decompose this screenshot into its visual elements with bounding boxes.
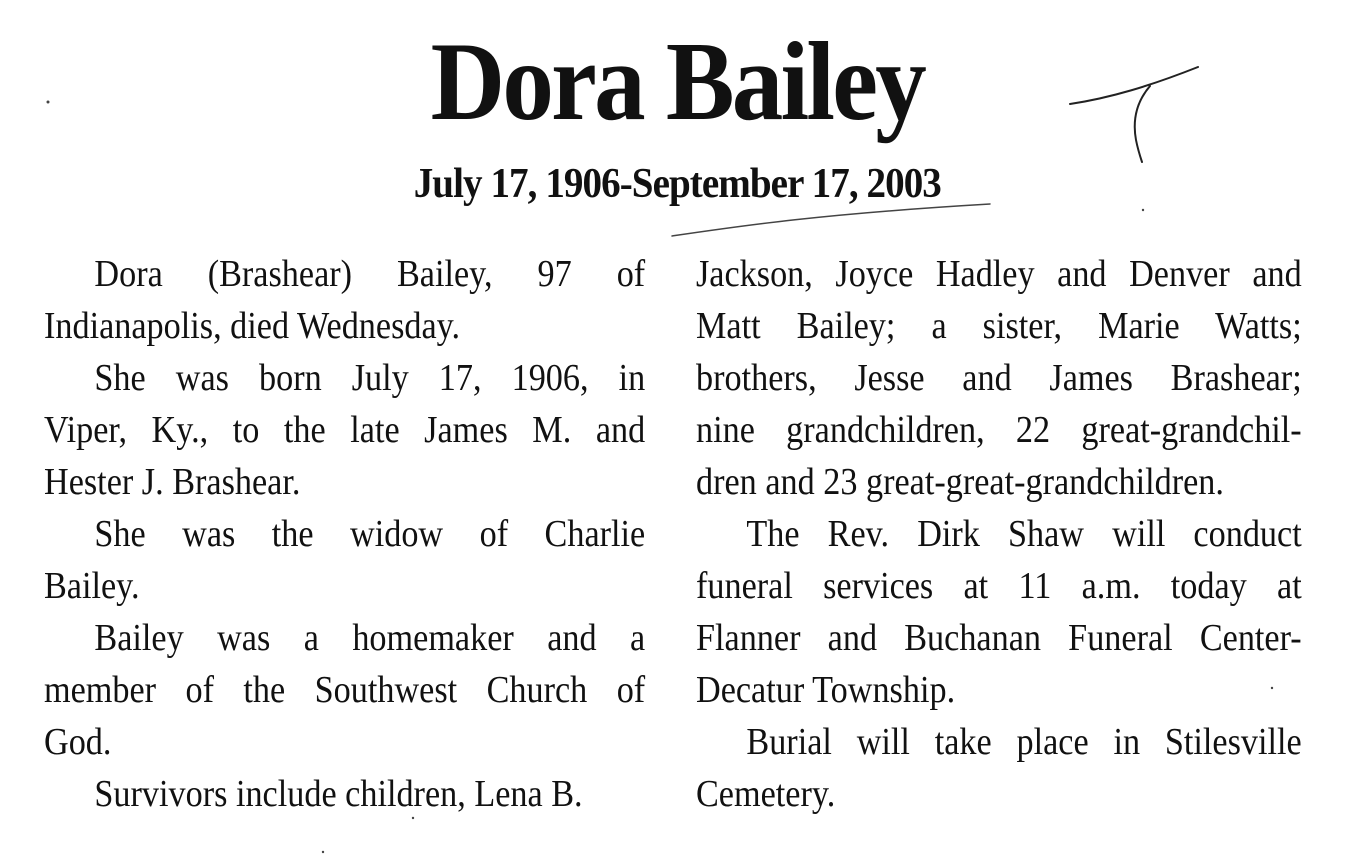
text-line: dren and 23 great-great-grandchildren. (696, 461, 1224, 503)
text-line: Dora (Brashear) Bailey, 97 of (94, 253, 646, 295)
text-line: Indianapolis, died Wednesday. (44, 305, 461, 347)
text-line: brothers, Jesse and James Brashear; (696, 357, 1302, 399)
text-line: Jackson, Joyce Hadley and Denver and (696, 253, 1302, 295)
life-dates: July 17, 1906-September 17, 2003 (413, 161, 941, 207)
text-line: member of the Southwest Church of (44, 669, 646, 711)
obituary-name-headline: Dora Bailey (430, 20, 925, 144)
left-column (44, 248, 645, 820)
text-line: nine grandchildren, 22 great-grandchil- (696, 409, 1302, 451)
text-line: She was born July 17, 1906, in (94, 357, 646, 399)
text-line: God. (44, 721, 112, 763)
text-line: funeral services at 11 a.m. today at (696, 565, 1302, 607)
text-line: Cemetery. (696, 773, 836, 815)
text-line: Burial will take place in Stilesville (746, 721, 1302, 763)
text-line: Viper, Ky., to the late James M. and (44, 409, 646, 451)
right-column (696, 248, 1302, 820)
text-line: She was the widow of Charlie (94, 513, 646, 555)
text-line: Flanner and Buchanan Funeral Center- (696, 617, 1302, 659)
text-line: The Rev. Dirk Shaw will conduct (746, 513, 1302, 555)
paper-speck (47, 101, 50, 104)
paper-speck (322, 851, 324, 853)
text-line: Survivors include children, Lena B. (94, 773, 583, 815)
text-line: Bailey was a homemaker and a (94, 617, 646, 659)
text-line: Matt Bailey; a sister, Marie Watts; (696, 305, 1302, 347)
text-line: Decatur Township. (696, 669, 956, 711)
text-line: Bailey. (44, 565, 140, 607)
text-line: Hester J. Brashear. (44, 461, 301, 503)
